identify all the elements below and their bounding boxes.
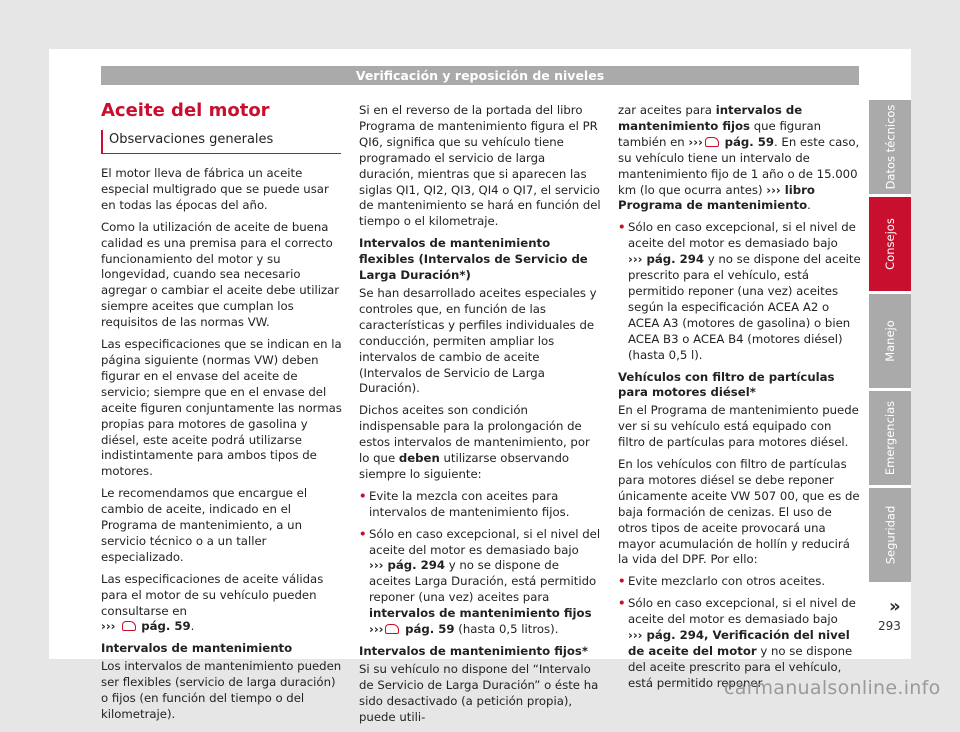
tab-label: Emergencias	[883, 400, 898, 476]
section-heading: Vehículos con filtro de partículas para motores diésel*	[618, 369, 835, 400]
page-reference[interactable]: pág. 59	[141, 619, 191, 634]
bullet-text: Sólo en caso excepcional, si el nivel de aceite del motor es demasiado bajo	[628, 220, 856, 251]
tab-consejos[interactable]	[869, 197, 911, 291]
page-title: Aceite del motor	[101, 100, 270, 121]
tab-seguridad[interactable]	[869, 488, 911, 582]
section-heading: Intervalos de mantenimiento fijos*	[359, 644, 588, 658]
bullet-item	[618, 220, 861, 363]
section-header: Verificación y reposición de niveles	[101, 66, 859, 85]
car-icon	[122, 621, 136, 631]
tab-manejo[interactable]	[869, 294, 911, 388]
bullet-text: Sólo en caso excepcional, si el nivel de aceite del motor es demasiado bajo	[628, 596, 856, 627]
emphasis-text: deben	[398, 451, 440, 466]
paragraph-text: utilizarse observando siempre lo siguiente:	[359, 451, 570, 481]
paragraph: Se han desarrollado aceites especiales y controles que, en función de las características y perfiles individuales de conducción, permiten ampliar los intervalos de cambio de aceite (Intervalos de Servicio de Larga Duración).	[359, 285, 597, 396]
emphasis-text: intervalos de mantenimiento fijos	[618, 103, 803, 133]
section-heading: Intervalos de mantenimiento flexibles (Intervalos de Servicio de Larga Duración*)	[359, 236, 588, 283]
page-reference[interactable]: pág. 59	[724, 134, 774, 149]
paragraph: Como la utilización de aceite de buena calidad es una premisa para el correcto funcionamiento del motor y su longevidad, cuando sea necesario agregar o cambiar el aceite debe utilizar siempre aceites que cumplan los requisitos de las normas VW.	[101, 219, 340, 330]
bullet-item: • Evite la mezcla con aceites para intervalos de mantenimiento fijos.	[359, 489, 602, 521]
cross-reference[interactable]: ›››	[101, 619, 120, 634]
page-reference[interactable]: pág. 59	[405, 622, 455, 637]
emphasis-text: intervalos de mantenimiento fijos	[369, 606, 592, 621]
paragraph: Las especificaciones de aceite válidas para el motor de su vehículo pueden consultarse en ››› pág. 59.	[101, 571, 324, 634]
tab-label: Seguridad	[883, 505, 898, 565]
tab-label: Datos técnicos	[883, 104, 897, 190]
paragraph-text: Dichos aceites son condición indispensable para la prolongación de estos intervalos de mantenimiento, por lo que	[359, 403, 590, 466]
cross-reference-arrow[interactable]: ›››	[688, 134, 703, 149]
cross-reference-arrow[interactable]: ›››	[369, 622, 384, 637]
paragraph	[359, 403, 602, 483]
tab-label: Manejo	[882, 320, 897, 362]
paragraph: Le recomendamos que encargue el cambio de aceite, indicado en el Programa de mantenimiento, a un servicio técnico o a un taller especializado.	[101, 486, 308, 564]
continue-arrow-icon: »	[889, 596, 901, 617]
tab-datos-tecnicos[interactable]	[869, 100, 911, 194]
bullet-text: y no se dispone del aceite prescrito para el vehículo, está permitido reponer (una vez) aceites según la especificación ACEA A2 o ACEA A3 (motores de gasolina) o bien ACEA B3 o ACEA B4 (motores diésel) (hasta 0,5 l).	[628, 252, 861, 362]
column-3	[618, 103, 861, 698]
tab-label: Consejos	[883, 218, 897, 270]
column-2	[359, 103, 602, 732]
paragraph-text: que figuran también en	[618, 118, 822, 149]
bullet-text: y no se dispone de aceites Larga Duración, está permitido reponer (una vez) aceites para	[369, 558, 597, 605]
column-1	[101, 166, 344, 729]
paragraph: En los vehículos con filtro de partículas para motores diésel se debe reponer únicamente aceite VW 507 00, que es de baja formación de cenizas. El uso de otros tipos de aceite provocará una mayor acumulación de hollín y reducirá la vida del DPF. Por ello:	[618, 457, 860, 567]
cross-reference[interactable]: ››› pág. 294	[369, 558, 446, 573]
bullet-text: (hasta 0,5 litros).	[454, 622, 559, 637]
paragraph: Las especificaciones que se indican en la página siguiente (normas VW) deben figurar en el envase del aceite de servicio; siempre que en el envase del aceite figuren conjuntamente las normas propias para motores de gasolina y diésel, este aceite podrá utilizarse indistintamente para ambos tipos de motores.	[101, 337, 342, 479]
watermark: carmanualsonline.info	[724, 677, 941, 699]
bullet-item: • Evite mezclarlo con otros aceites.	[618, 574, 861, 590]
paragraph: zar aceites para intervalos de mantenimiento fijos que figuran también en ››› pág. 59. En este caso, su vehículo tiene un intervalo de mantenimiento fijo de 1 año o de 15.000 km (lo que ocurra antes) ››› libro Programa de mantenimiento.	[618, 103, 860, 213]
paragraph-text: . En este caso, su vehículo tiene un intervalo de mantenimiento fijo de 1 año o de 15.000 km (lo que ocurra antes)	[618, 134, 860, 197]
paragraph-text: zar aceites para	[618, 103, 716, 117]
paragraph: En el Programa de mantenimiento puede ver si su vehículo está equipado con filtro de partículas para motores diésel.	[618, 403, 859, 450]
car-icon	[385, 624, 399, 634]
bullet-text: y no se dispone del aceite prescrito para el vehículo, está permitido reponer	[628, 644, 853, 690]
tab-emergencias[interactable]	[869, 391, 911, 485]
cross-reference[interactable]: ››› pág. 294	[628, 252, 705, 267]
cross-reference[interactable]: ››› libro Programa de mantenimiento	[618, 182, 815, 213]
paragraph: Los intervalos de mantenimiento pueden ser flexibles (servicio de larga duración) o fijos (en función del tiempo o del kilometraje).	[101, 659, 342, 721]
paragraph: Si en el reverso de la portada del libro Programa de mantenimiento figura el PR QI6, significa que su vehículo tiene programado el servicio de larga duración, mientras que si aparecen las siglas QI1, QI2, QI3, QI4 o QI7, el servicio de mantenimiento se hará en función del tiempo o el kilometraje.	[359, 103, 601, 229]
paragraph-text: Las especificaciones de aceite válidas para el motor de su vehículo pueden consultarse en	[101, 571, 324, 618]
bullet-item	[359, 527, 602, 638]
page-subtitle: Observaciones generales	[101, 130, 341, 154]
paragraph: Si su vehículo no dispone del “Intervalo de Servicio de Larga Duración” o éste ha sido desactivado (a petición propia), puede utili-	[359, 661, 599, 724]
cross-reference[interactable]: ››› pág. 294, Verificación del nivel de aceite del motor	[628, 628, 850, 658]
page-number: 293	[878, 619, 901, 633]
paragraph: El motor lleva de fábrica un aceite especial multigrado que se puede usar en todas las épocas del año.	[101, 166, 329, 212]
section-heading: Intervalos de mantenimiento	[101, 641, 293, 656]
bullet-text: Sólo en caso excepcional, si el nivel del aceite del motor es demasiado bajo	[369, 526, 601, 557]
car-icon	[705, 137, 719, 147]
